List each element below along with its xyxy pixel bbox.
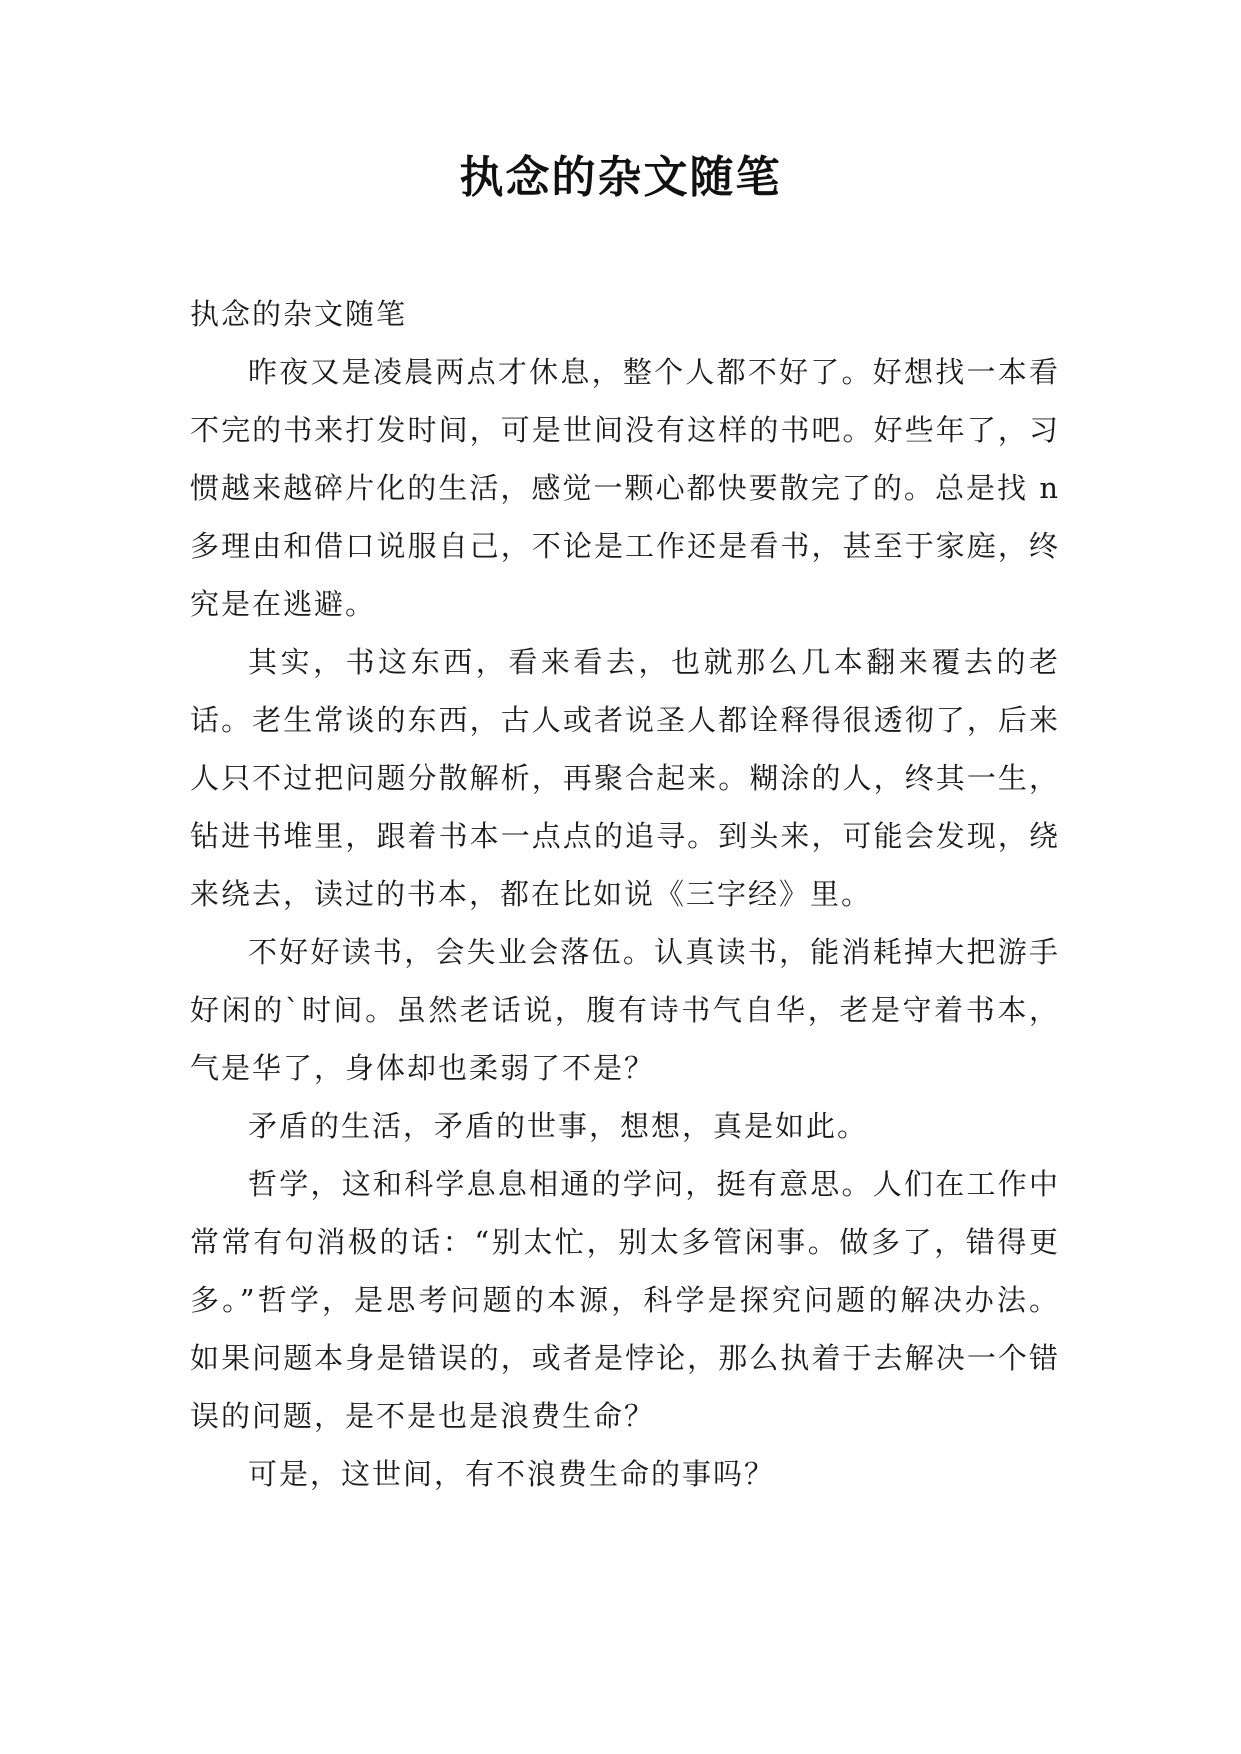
document-title: 执念的杂文随笔 <box>459 152 782 203</box>
document-subtitle: 执念的杂文随笔 <box>190 297 408 331</box>
paragraph-6: 可是，这世间，有不浪费生命的事吗？ <box>248 1457 776 1491</box>
paragraph-4: 矛盾的生活，矛盾的世事，想想，真是如此。 <box>248 1109 869 1143</box>
paragraph-3: 不好好读书，会失业会落伍。认真读书，能消耗掉大把游手好闲的`时间。虽然老话说，腹有诗书气自华，老是守着书本，气是华了，身体却也柔弱了不是？ <box>190 935 1060 1085</box>
paragraph-2: 其实，书这东西，看来看去，也就那么几本翻来覆去的老话。老生常谈的东西，古人或者说圣人都诠释得很透彻了，后来人只不过把问题分散解析，再聚合起来。糊涂的人，终其一生，钻进书堆里，跟着书本一点点的追寻。到头来，可能会发现，绕来绕去，读过的书本，都在比如说《三字经》里。 <box>190 645 1060 911</box>
paragraph-5: 哲学，这和科学息息相通的学问，挺有意思。人们在工作中常常有句消极的话：“别太忙，别太多管闲事。做多了，错得更多。”哲学，是思考问题的本源，科学是探究问题的解决办法。如果问题本身是错误的，或者是悖论，那么执着于去解决一个错误的问题，是不是也是浪费生命？ <box>190 1167 1060 1433</box>
document-body <box>190 285 1060 1503</box>
paragraph-1: 昨夜又是凌晨两点才休息，整个人都不好了。好想找一本看不完的书来打发时间，可是世间没有这样的书吧。好些年了，习惯越来越碎片化的生活，感觉一颗心都快要散完了的。总是找 n 多理由和借口说服自己，不论是工作还是看书，甚至于家庭，终究是在逃避。 <box>190 355 1060 621</box>
